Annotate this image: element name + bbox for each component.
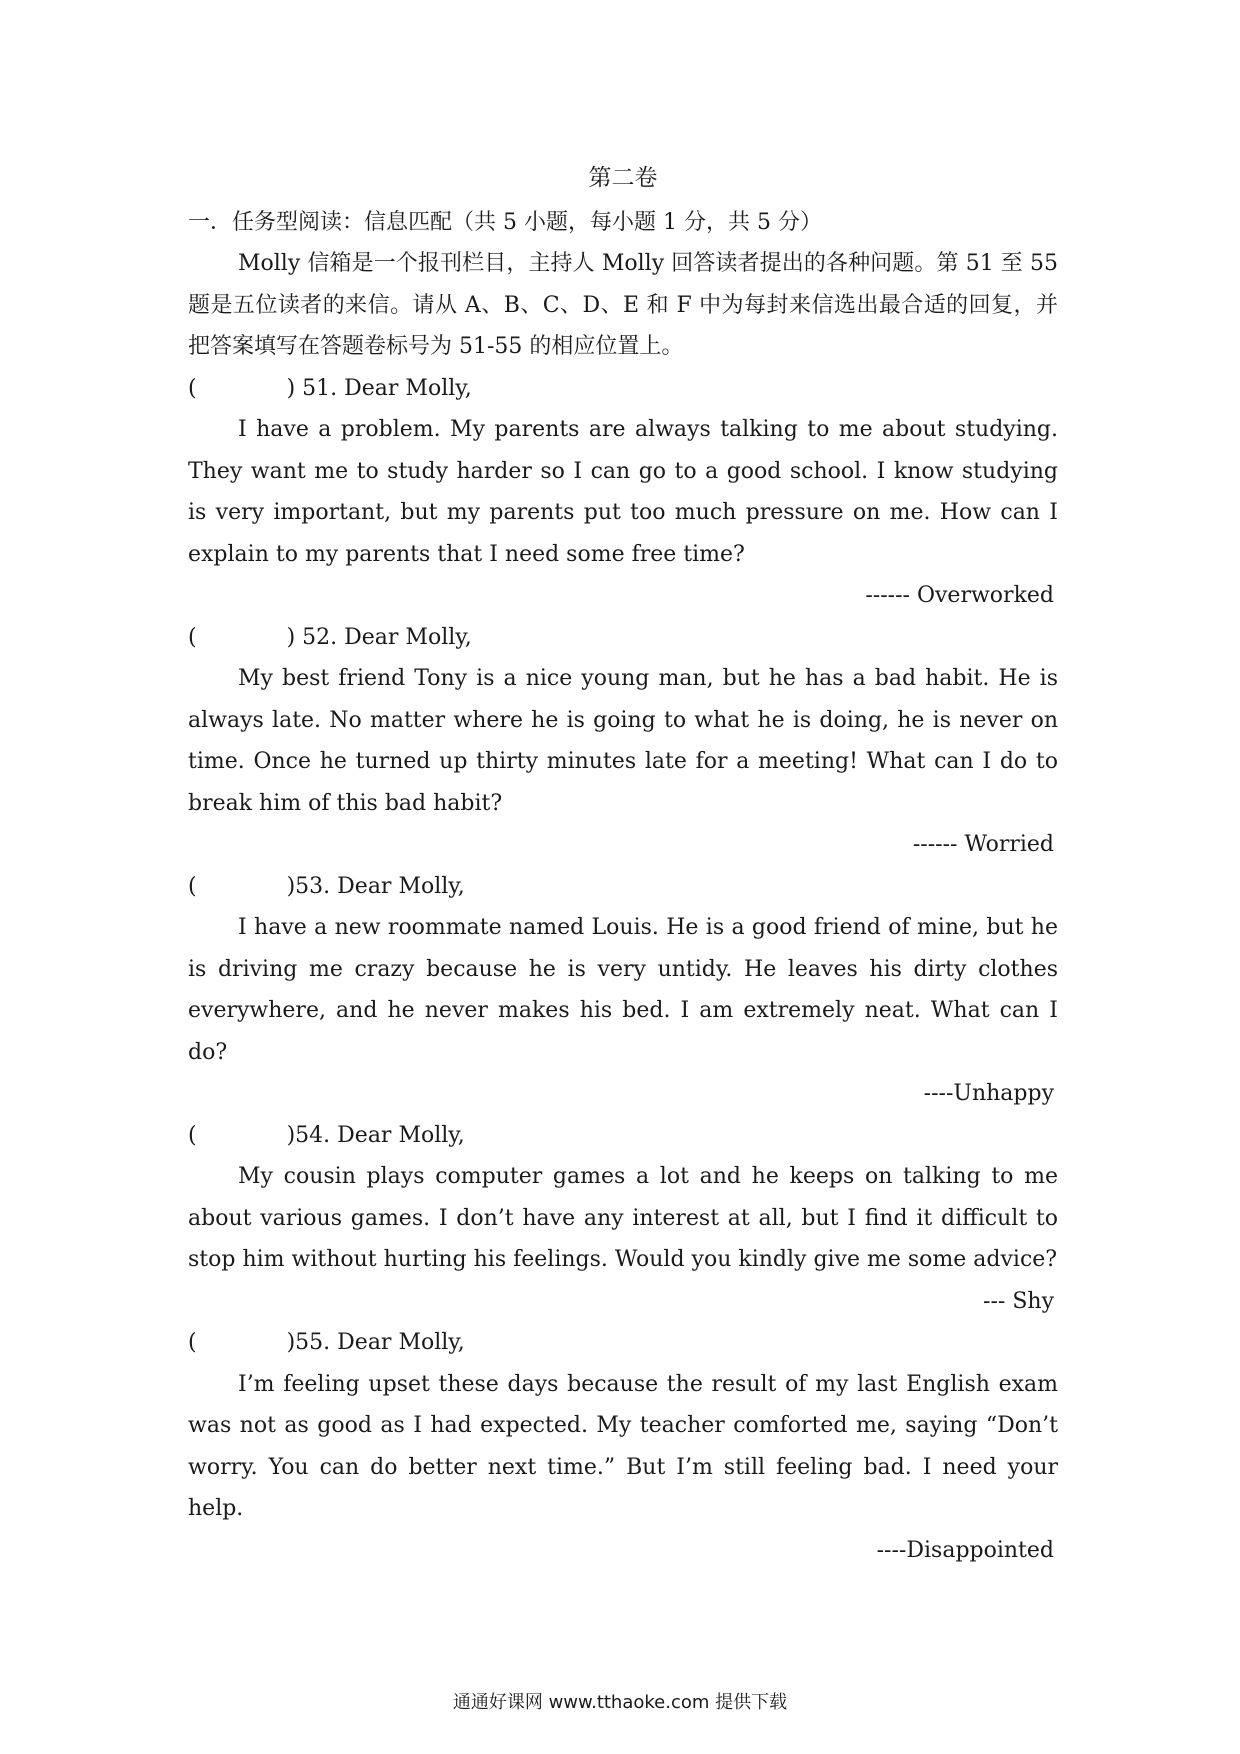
letter-55 xyxy=(188,1322,1058,1571)
letter-53 xyxy=(188,866,1058,1115)
exam-page xyxy=(188,158,1058,1571)
letter-heading xyxy=(188,866,1058,908)
letter-51 xyxy=(188,368,1058,617)
letter-heading xyxy=(188,368,1058,410)
letter-body: My cousin plays computer games a lot and he keeps on talking to me about various games. I don’t have any interest at all, but I find it difficult to stop him without hurting his feelings. Would you kindly give me some advice? xyxy=(188,1164,1058,1272)
letter-52 xyxy=(188,617,1058,866)
answer-open-paren: ( xyxy=(188,624,197,650)
letter-signature: ----Disappointed xyxy=(876,1537,1054,1563)
page-footer: 通通好课网 www.tthaoke.com 提供下载 xyxy=(452,1692,788,1713)
letter-heading xyxy=(188,617,1058,659)
letter-signature: ----Unhappy xyxy=(923,1081,1054,1106)
letter-body: I have a problem. My parents are always talking to me about studying. They want me to study harder so I can go to a good school. I know studying is very important, but my parents put too much pressure on me. How can I explain to my parents that I need some free time? xyxy=(188,417,1058,567)
letter-body: I’m feeling upset these days because the result of my last English exam was not as good as I had expected. My teacher comforted me, saying “Don’t worry. You can do better next time.” But I’m still feeling bad. I need your help. xyxy=(188,1371,1058,1521)
section-heading: 一．任务型阅读：信息匹配（共 5 小题，每小题 1 分，共 5 分） xyxy=(188,209,822,235)
letter-signature: --- Shy xyxy=(983,1288,1054,1314)
letter-heading xyxy=(188,1322,1058,1364)
letter-body: I have a new roommate named Louis. He is a good friend of mine, but he is driving me crazy because he is very untidy. He leaves his dirty clothes everywhere, and he never makes his bed. I am extremely neat. What can I do? xyxy=(188,915,1058,1065)
letter-title: ) 51. Dear Molly, xyxy=(286,375,472,401)
answer-open-paren: ( xyxy=(188,1330,197,1355)
answer-open-paren: ( xyxy=(188,1122,197,1148)
letter-title: )54. Dear Molly, xyxy=(286,1122,465,1148)
letter-signature: ------ Worried xyxy=(912,832,1054,857)
letter-title: )53. Dear Molly, xyxy=(286,873,465,899)
answer-open-paren: ( xyxy=(188,375,197,401)
letter-body: My best friend Tony is a nice young man, but he has a bad habit. He is always late. No matter where he is going to what he is doing, he is never on time. Once he turned up thirty minutes late for a meeting! What can I do to break him of this bad habit? xyxy=(188,666,1058,816)
letter-title: ) 52. Dear Molly, xyxy=(286,624,472,650)
letter-heading xyxy=(188,1115,1058,1157)
section-intro: Molly 信箱是一个报刊栏目，主持人 Molly 回答读者提出的各种问题。第 51 至 55 题是五位读者的来信。请从 A、B、C、D、E 和 F 中为每封来信选出最合适的回复，并把答案填写在答题卷标号为 51-55 的相应位置上。 xyxy=(188,251,1058,359)
letter-54 xyxy=(188,1115,1058,1323)
letter-signature: ------ Overworked xyxy=(865,583,1054,608)
page-title: 第二卷 xyxy=(588,165,658,191)
answer-open-paren: ( xyxy=(188,873,197,899)
letter-title: )55. Dear Molly, xyxy=(286,1330,465,1355)
